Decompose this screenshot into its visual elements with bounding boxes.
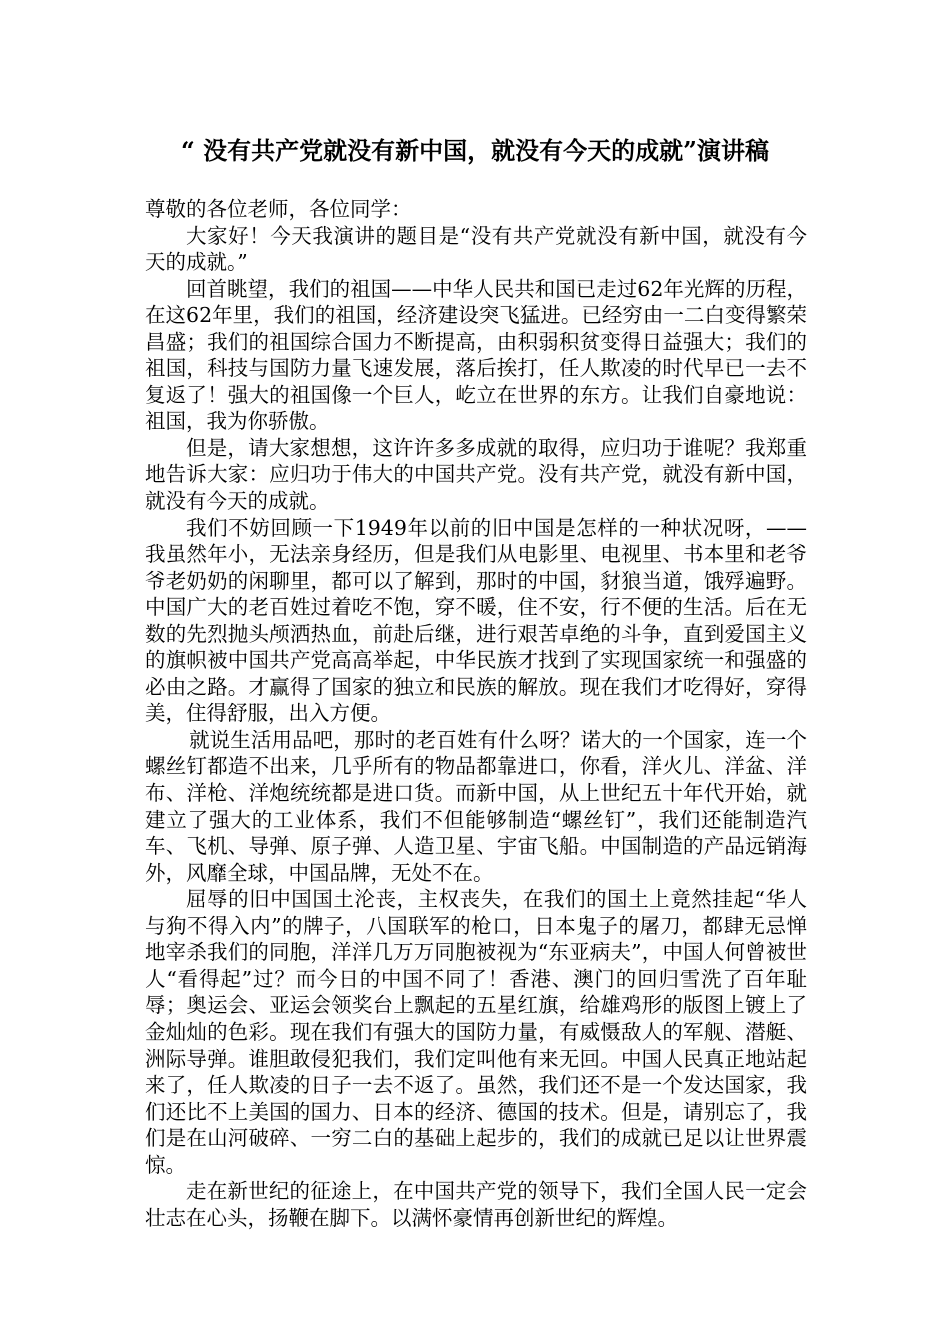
document-title: “ 没有共产党就没有新中国，就没有今天的成就”演讲稿	[181, 136, 769, 165]
paragraph-closing: 走在新世纪的征途上，在中国共产党的领导下，我们全国人民一定会壮志在心头，扬鞭在脚下。以满怀豪情再创新世纪的辉煌。	[145, 1179, 807, 1230]
paragraph-humiliation: 屈辱的旧中国国土沦丧，主权丧失，在我们的国土上竟然挂起“华人与狗不得入内”的牌子，八国联军的枪口，日本鬼子的屠刀，都肆无忌惮地宰杀我们的同胞，洋洋几万万同胞被视为“东亚病夫”，中国人何曾被世人“看得起”过？而今日的中国不同了！香港、澳门的回归雪洗了百年耻辱；奥运会、亚运会领奖台上飘起的五星红旗，给雄鸡形的版图上镀上了金灿灿的色彩。现在我们有强大的国防力量，有威慑敌人的军舰、潜艇、洲际导弹。谁胆敢侵犯我们，我们定叫他有来无回。中国人民真正地站起来了，任人欺凌的日子一去不返了。虽然，我们还不是一个发达国家，我们还比不上美国的国力、日本的经济、德国的技术。但是，请别忘了，我们是在山河破碎、一穷二白的基础上起步的，我们的成就已足以让世界震惊。	[145, 887, 807, 1177]
greeting: 尊敬的各位老师，各位同学：	[145, 197, 412, 221]
paragraph-daily-goods: 就说生活用品吧，那时的老百姓有什么呀？诺大的一个国家，连一个螺丝钉都造不出来，几乎所有的物品都靠进口，你看，洋火儿、洋盆、洋布、洋枪、洋炮统统都是进口货。而新中国，从上世纪五十年代开始，就建立了强大的工业体系，我们不但能够制造“螺丝钉”，我们还能制造汽车、飞机、导弹、原子弹、人造卫星、宇宙飞船。中国制造的产品远销海外，风靡全球，中国品牌，无处不在。	[145, 727, 807, 885]
paragraph-opening: 大家好！今天我演讲的题目是“没有共产党就没有新中国，就没有今天的成就。”	[145, 223, 807, 275]
document-body	[145, 196, 807, 1231]
paragraph-retrospect: 回首眺望，我们的祖国——中华人民共和国已走过62年光辉的历程，在这62年里，我们的祖国，经济建设突飞猛进。已经穷由一二白变得繁荣昌盛；我们的祖国综合国力不断提高，由积弱积贫变得日益强大；我们的祖国，科技与国防力量飞速发展，落后挨打，任人欺凌的时代早已一去不复返了！强大的祖国像一个巨人，屹立在世界的东方。让我们自豪地说：祖国，我为你骄傲。	[145, 276, 807, 434]
paragraph-credit: 但是，请大家想想，这许许多多成就的取得，应归功于谁呢？我郑重地告诉大家：应归功于伟大的中国共产党。没有共产党，就没有新中国，就没有今天的成就。	[145, 435, 807, 514]
paragraph-old-china: 我们不妨回顾一下1949年以前的旧中国是怎样的一种状况呀，——我虽然年小，无法亲身经历，但是我们从电影里、电视里、书本里和老爷爷老奶奶的闲聊里，都可以了解到，那时的中国，豺狼当道，饿殍遍野。中国广大的老百姓过着吃不饱，穿不暖，住不安，行不便的生活。后在无数的先烈抛头颅洒热血，前赴后继，进行艰苦卓绝的斗争，直到爱国主义的旗帜被中国共产党高高举起，中华民族才找到了实现国家统一和强盛的必由之路。才赢得了国家的独立和民族的解放。现在我们才吃得好，穿得美，住得舒服，出入方便。	[145, 515, 807, 726]
